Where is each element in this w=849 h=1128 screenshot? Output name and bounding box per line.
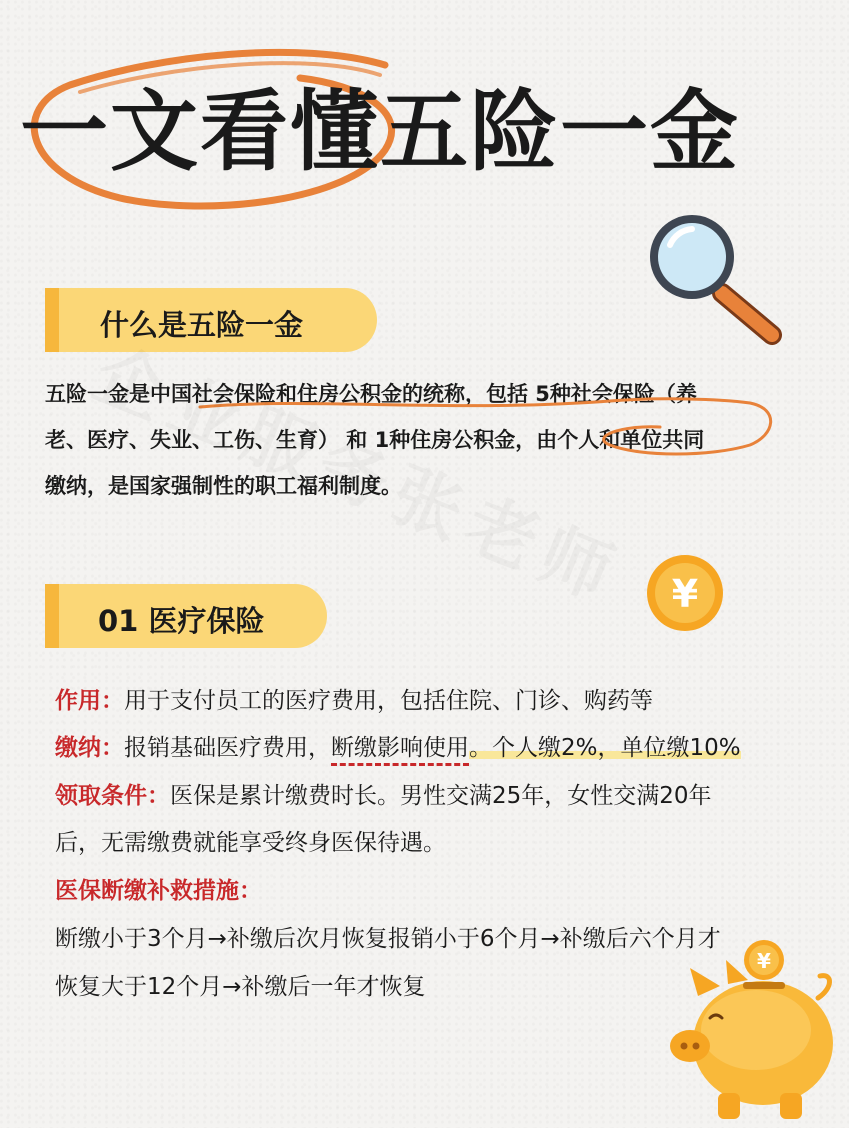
claim-text-1: 医保是累计缴费时长。男性交满25年，女性交满20年 (170, 783, 712, 809)
claim-label: 领取条件： (55, 783, 170, 809)
section1-heading: 什么是五险一金 (100, 308, 304, 342)
pay-text-3: 。个人缴2%，单位缴10% (469, 735, 741, 761)
magnifier-icon (640, 205, 790, 355)
piggy-bank-icon (668, 938, 838, 1123)
claim-line-2: 后，无需缴费就能享受终身医保待遇。 (55, 830, 446, 856)
page-title: 一文看懂五险一金 (20, 80, 741, 183)
usage-label: 作用： (55, 688, 124, 714)
section2-heading: 01 医疗保险 (98, 604, 265, 638)
usage-text: 用于支付员工的医疗费用，包括住院、门诊、购药等 (124, 688, 653, 714)
remedy-line-2: 恢复大于12个月→补缴后一年才恢复 (55, 974, 426, 1000)
pay-label: 缴纳： (55, 735, 124, 761)
remedy-line-1: 断缴小于3个月→补缴后次月恢复报销小于6个月→补缴后六个月才 (55, 926, 721, 952)
pay-text-2: 断缴影响使用 (331, 735, 469, 766)
section1-line-1: 五险一金是中国社会保险和住房公积金的统称，包括 5种社会保险（养 (45, 382, 697, 406)
coin-symbol: ¥ (671, 572, 699, 616)
pay-text-1: 报销基础医疗费用， (124, 735, 331, 761)
remedy-label: 医保断缴补救措施： (55, 878, 262, 904)
claim-line-1 (55, 781, 712, 811)
section2-heading-bar (45, 584, 59, 648)
svg-text:¥: ¥ (757, 949, 771, 973)
pay-line (55, 733, 741, 763)
section1-heading-bar (45, 288, 59, 352)
usage-line (55, 686, 653, 716)
yuan-coin-icon (645, 553, 725, 633)
section1-line-3: 缴纳，是国家强制性的职工福利制度。 (45, 474, 402, 498)
section1-line-2: 老、医疗、失业、工伤、生育） 和 1种住房公积金，由个人和单位共同 (45, 428, 705, 452)
